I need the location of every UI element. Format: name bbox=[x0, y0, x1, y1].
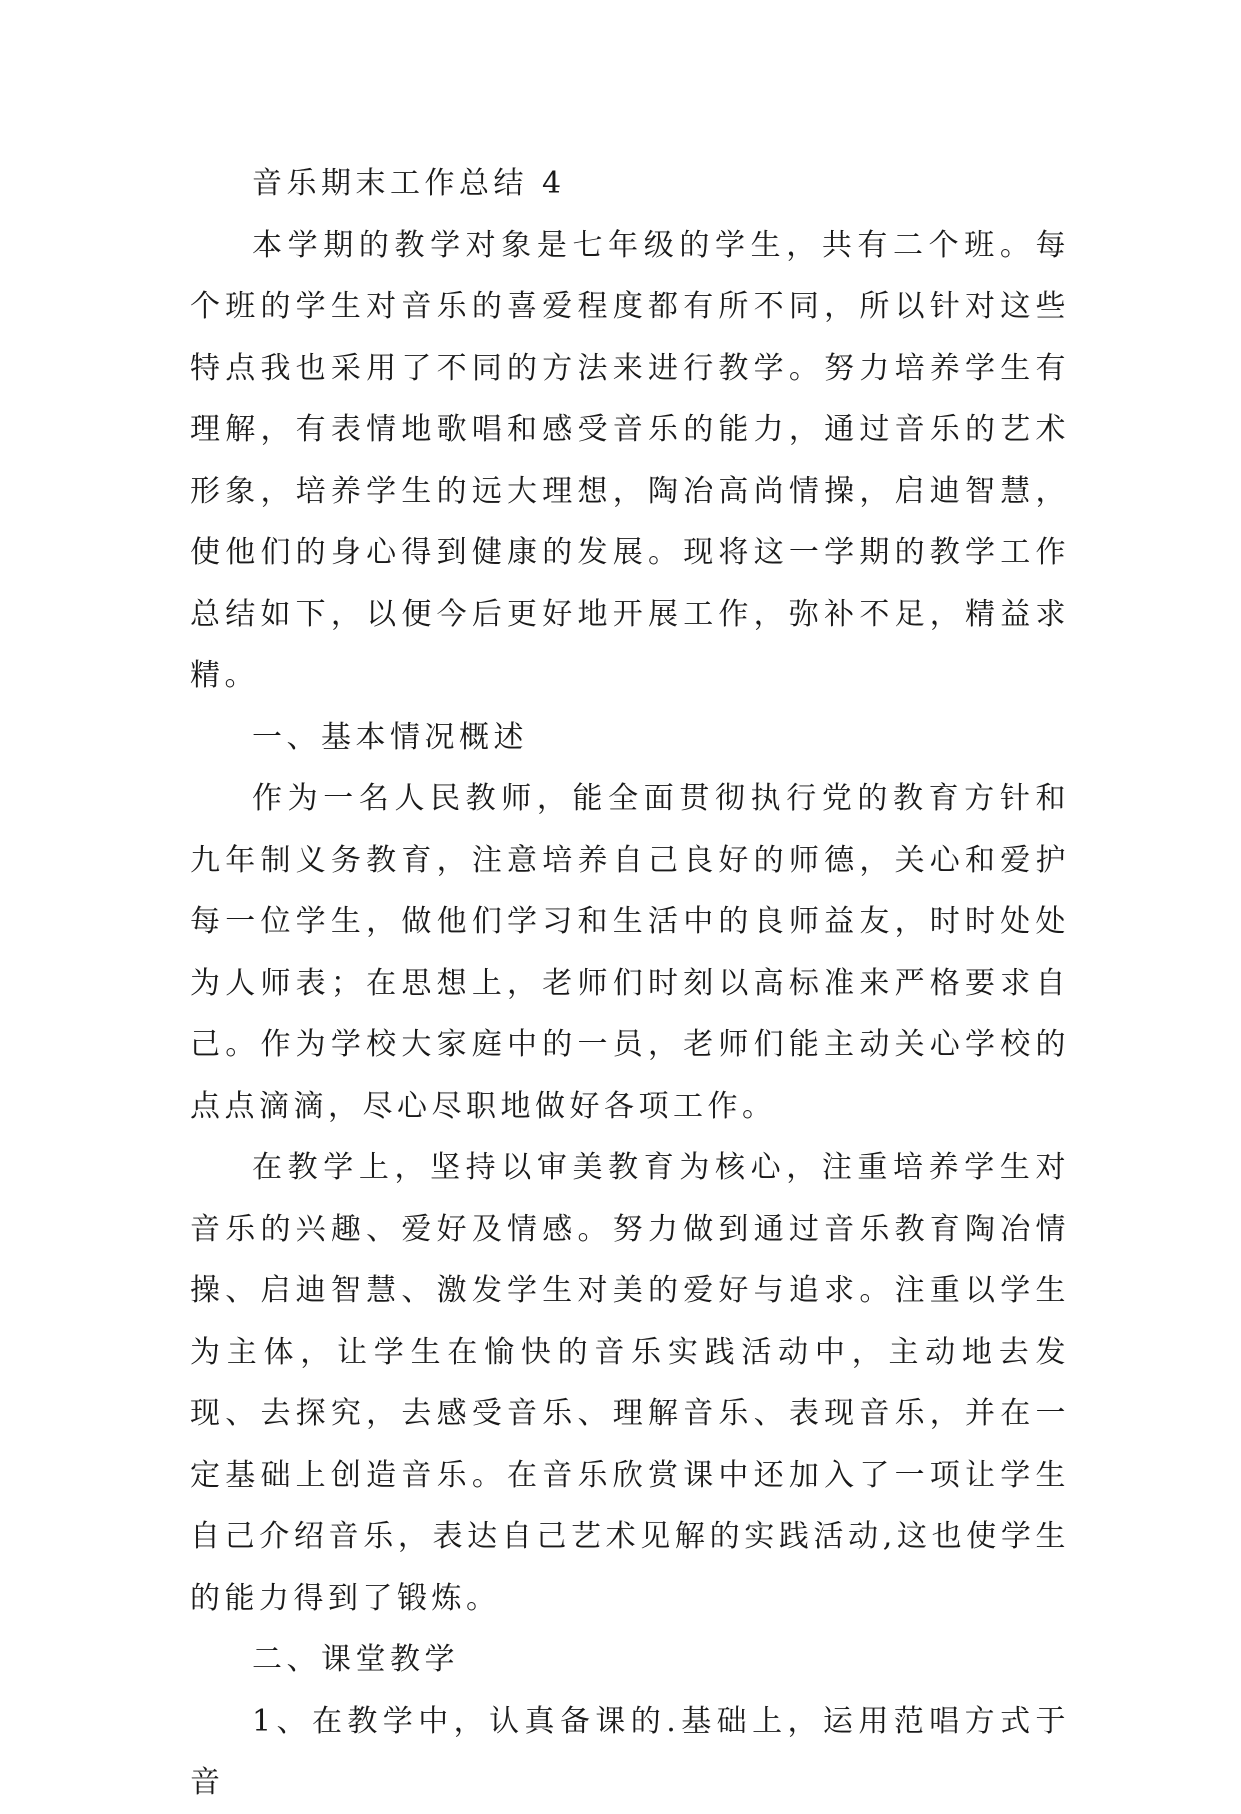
paragraph-teaching-approach: 在教学上，坚持以审美教育为核心，注重培养学生对音乐的兴趣、爱好及情感。努力做到通过音乐教育陶冶情操、启迪智慧、激发学生对美的爱好与追求。注重以学生为主体，让学生在愉快的音乐实践活动中，主动地去发现、去探究，去感受音乐、理解音乐、表现音乐，并在一定基础上创造音乐。在音乐欣赏课中还加入了一项让学生自己介绍音乐，表达自己艺术见解的实践活动,这也使学生的能力得到了锻炼。 bbox=[190, 1150, 1070, 1616]
document-title: 音乐期末工作总结 4 bbox=[252, 166, 566, 201]
section-heading-classroom-teaching: 二、课堂教学 bbox=[252, 1642, 459, 1677]
document-body bbox=[190, 153, 1070, 1814]
paragraph-teacher-ethics: 作为一名人民教师，能全面贯彻执行党的教育方针和九年制义务教育，注意培养自己良好的师德，关心和爱护每一位学生，做他们学习和生活中的良师益友，时时处处为人师表；在思想上，老师们时刻以高标准来严格要求自己。作为学校大家庭中的一员，老师们能主动关心学校的点点滴滴，尽心尽职地做好各项工作。 bbox=[190, 781, 1070, 1124]
paragraph-intro: 本学期的教学对象是七年级的学生，共有二个班。每个班的学生对音乐的喜爱程度都有所不同，所以针对这些特点我也采用了不同的方法来进行教学。努力培养学生有理解，有表情地歌唱和感受音乐的能力，通过音乐的艺术形象，培养学生的远大理想，陶冶高尚情操，启迪智慧，使他们的身心得到健康的发展。现将这一学期的教学工作总结如下，以便今后更好地开展工作，弥补不足，精益求精。 bbox=[190, 227, 1070, 693]
paragraph-classroom-item-1: 1、在教学中，认真备课的.基础上，运用范唱方式于音 bbox=[190, 1703, 1070, 1800]
section-heading-basic-overview: 一、基本情况概述 bbox=[252, 719, 528, 755]
